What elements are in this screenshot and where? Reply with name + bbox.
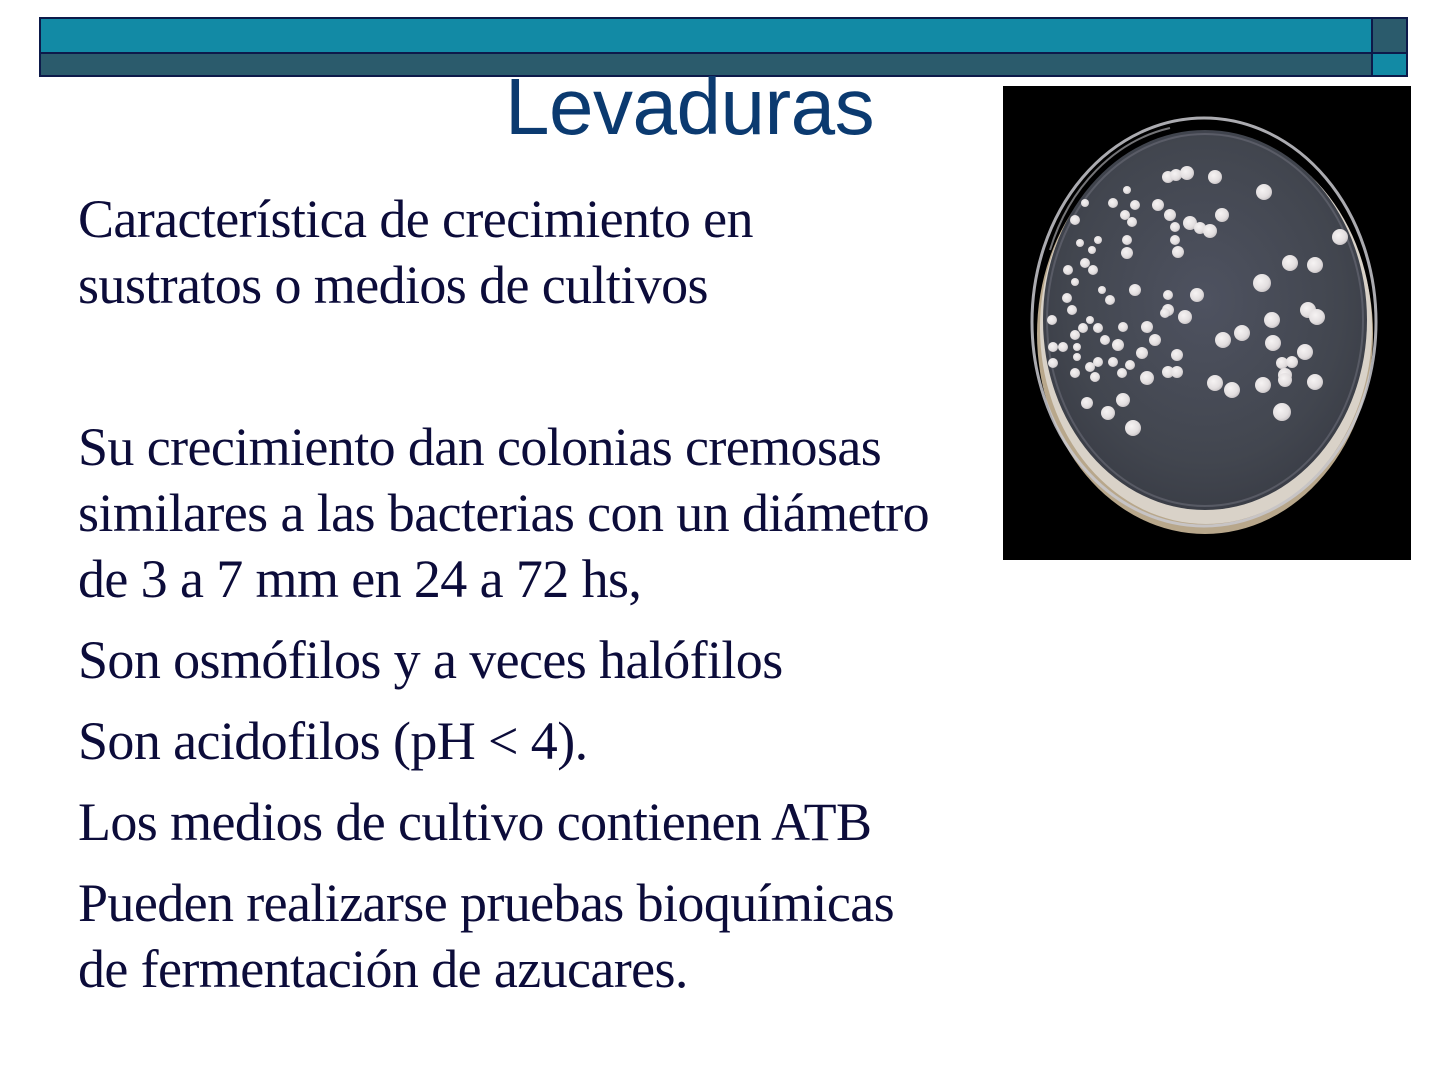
petri-dish-photo xyxy=(1003,86,1411,560)
header-corner-bottom xyxy=(1373,54,1406,75)
text-line: Su crecimiento dan colonias cremosas xyxy=(78,417,882,477)
text-line: Son osmófilos y a veces halófilos xyxy=(78,630,783,690)
petri-dish-illustration xyxy=(1003,86,1411,560)
paragraph-osmophiles xyxy=(78,627,1008,693)
text-line: de fermentación de azucares. xyxy=(78,939,688,999)
paragraph-culture-media-atb xyxy=(78,789,1008,855)
text-line: similares a las bacterias con un diámetro xyxy=(78,483,930,543)
paragraph-acidophiles xyxy=(78,708,1008,774)
slide-body xyxy=(78,186,1008,1002)
paragraph-growth-characteristics xyxy=(78,186,1008,318)
header-corner-block xyxy=(1371,19,1406,75)
paragraph-creamy-colonies xyxy=(78,414,1008,612)
text-line: Son acidofilos (pH < 4). xyxy=(78,711,588,771)
paragraph-biochemical-tests xyxy=(78,870,1008,1002)
header-corner-top xyxy=(1373,19,1406,54)
text-line: Los medios de cultivo contienen ATB xyxy=(78,792,872,852)
text-line: Pueden realizarse pruebas bioquímicas xyxy=(78,873,894,933)
slide-title: Levaduras xyxy=(505,62,875,151)
text-line: sustratos o medios de cultivos xyxy=(78,255,708,315)
header-band-top xyxy=(41,19,1371,54)
text-line: de 3 a 7 mm en 24 a 72 hs, xyxy=(78,549,642,609)
text-line: Característica de crecimiento en xyxy=(78,189,753,249)
